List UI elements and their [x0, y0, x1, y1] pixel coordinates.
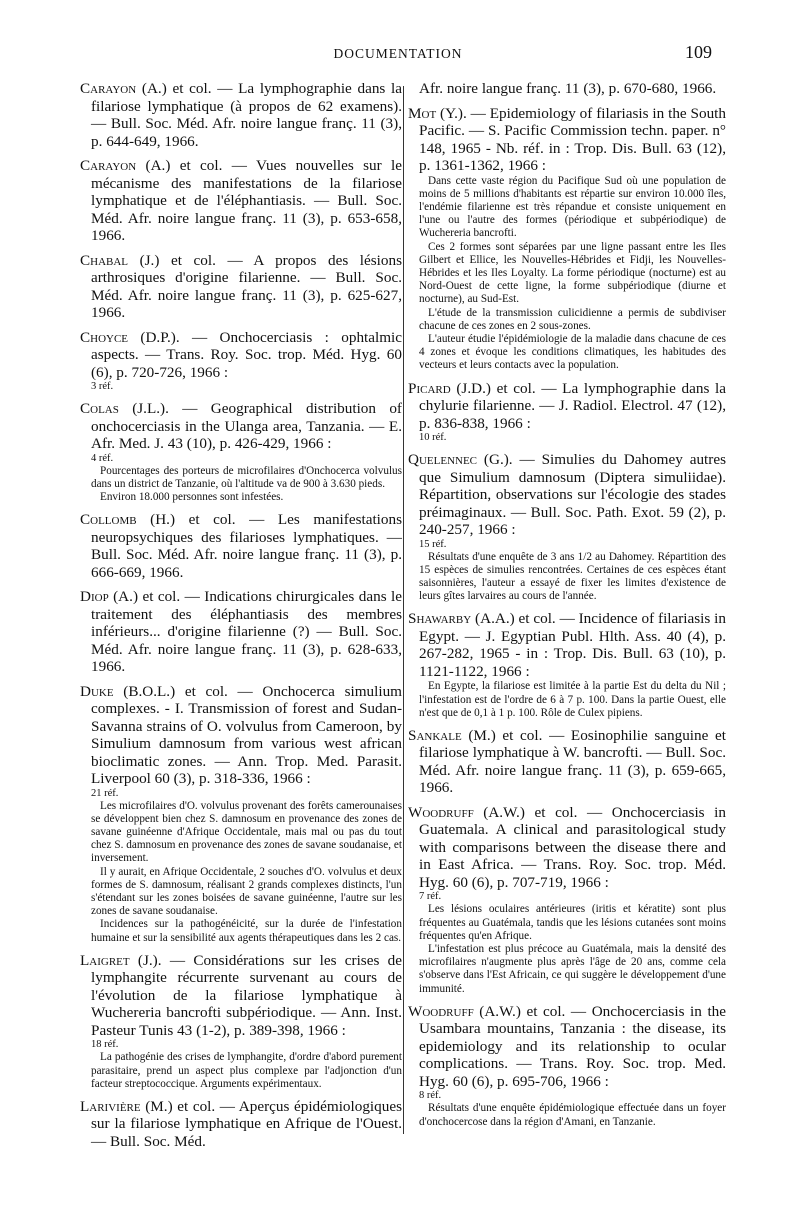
entry-author: Picard (J.D.) — [408, 379, 491, 397]
entry-author: Collomb (H.) — [80, 511, 176, 529]
bibliography-entry — [80, 252, 402, 322]
reference-count: 3 réf. — [91, 381, 114, 392]
abstract-paragraph: Dans cette vaste région du Pacifique Sud où une population de moins de 5 millions d'habitants est répartie sur environ 10.000 îles, l'endémie filarienne est très répandue et consiste uniquement en l'une ou l'autre des formes (périodique et subpériodique) de Wuchereria bancrofti. — [419, 174, 726, 240]
bibliography-entry — [408, 105, 726, 373]
abstract-paragraph: Les microfilaires d'O. volvulus provenant des forêts camerounaises se développent bien chez S. damnosum en provenance des zones de savane guinéenne d'Afrique Occidentale, mais mal ou pas du tout chez S. damnosum en provenance des zones de savane soudanaise, et inversement. — [91, 799, 402, 865]
bibliography-entry — [80, 400, 402, 504]
entry-author: Carayon (A.) — [80, 157, 171, 174]
entry-author: Diop (A.) — [80, 588, 139, 606]
reference-count: 10 réf. — [419, 432, 447, 444]
abstract-paragraph: La pathogénie des crises de lymphangite, d'ordre d'abord purement parasitaire, prend un aspect plus complexe par l'adjonction d'un facteur streptococcique. Arguments expérimentaux. — [91, 1051, 402, 1090]
entry-citation: et col. — Onchocerciasis in Guatemala. A clinical and parasitological study with comparisons between the disease there and in East Africa. — Trans. Roy. Soc. trop. Méd. Hyg. 60 (6), p. 707-719, 1966 : — [419, 803, 726, 891]
bibliography-entry — [80, 511, 402, 581]
abstract-paragraph: L'infestation est plus précoce au Guatémala, mais la densité des microfilaires n'augmente plus après l'âge de 20 ans, comme cela s'observe dans l'Est Africain, ce qui suggère le développement d'une immunité. — [419, 943, 726, 995]
abstract-paragraph: Il y aurait, en Afrique Occidentale, 2 souches d'O. volvulus et deux formes de S. damnosum, réalisant 2 grands complexes distincts, l'un s'étendant sur les zones boisées de savane guinéenne, l'autre sur les zones de savane soudanaise. — [91, 865, 402, 918]
bibliography-entry — [408, 727, 726, 797]
entry-citation: Afr. noire langue franç. 11 (3), p. 670-680, 1966. — [419, 80, 717, 97]
entry-author: Mot (Y.). — [408, 104, 467, 122]
entry-citation: — Considérations sur les crises de lymphangite récurrente survenant au cours de l'évolution de la filariose lymphatique à Wuchereria bancrofti subpériodique. — Ann. Inst. Pasteur Tunis 43 (1-2), p. 389-398, 1966 : — [91, 951, 402, 1039]
right-column — [408, 80, 726, 1136]
reference-count: 18 réf. — [91, 1039, 119, 1051]
bibliography-entry — [80, 157, 402, 245]
entry-citation: — Epidemiology of filariasis in the South Pacific. — S. Pacific Commission techn. paper. n° 148, 1965 - Nb. réf. in : Trop. Dis. Bull. 63 (12), p. 1361-1362, 1966 : — [419, 104, 726, 174]
bibliography-entry — [408, 610, 726, 720]
entry-citation: et col. — Vues nouvelles sur le mécanisme des manifestations de la filariose lymphatique et de l'éléphantiasis. — Bull. Soc. Méd. Afr. noire langue franç. 11 (3), p. 653-658, 1966. — [91, 157, 402, 244]
bibliography-entry — [80, 1098, 402, 1151]
entry-author: Choyce (D.P.). — [80, 328, 180, 346]
entry-citation: et col. — Onchocerca simulium complexes. - I. Transmission of forest and Sudan-Savanna strains of O. volvulus from Cameroon, by Simulium damnosum from various west african bioclimatic zones. — Ann. Trop. Med. Parasit. Liverpool 60 (3), p. 318-336, 1966 : — [91, 682, 402, 788]
entry-citation: et col. — A propos des lésions arthrosiques d'origine filarienne. — Bull. Soc. Méd. Afr. noire langue franç. 11 (3), p. 625-627, 1966. — [91, 251, 402, 321]
entry-author: Chabal (J.) — [80, 251, 160, 269]
abstract-paragraph: L'étude de la transmission culicidienne a permis de subdiviser chacune de ces zones en 2 sous-zones. — [419, 306, 726, 332]
entry-author: Larivière (M.) — [80, 1097, 173, 1115]
entry-citation: et col. — Aperçus épidémiologiques sur la filariose lymphatique en Afrique de l'Ouest. — Bull. Soc. Méd. — [91, 1097, 402, 1150]
abstract-paragraph: Environ 18.000 personnes sont infestées. — [100, 490, 284, 503]
entry-citation: et col. — Indications chirurgicales dans le traitement des éléphantiasis des membres inférieurs... d'origine filarienne (?) — Bull. Soc. Méd. Afr. noire langue franç. 11 (3), p. 628-633, 1966. — [91, 588, 403, 676]
entry-citation: et col. — Eosinophilie sanguine et filariose lymphatique à W. bancrofti. — Bull. Soc. Méd. Afr. noire langue franç. 11 (3), p. 659-665, 1966. — [419, 726, 726, 797]
reference-count: 7 réf. — [419, 891, 442, 903]
reference-count: 15 réf. — [419, 538, 447, 550]
bibliography-entry-continued — [408, 80, 726, 98]
bibliography-entry — [408, 451, 726, 603]
column-divider — [403, 86, 404, 1134]
abstract-paragraph: Ces 2 formes sont séparées par une ligne passant entre les Iles Gilbert et Ellice, les Nouvelles-Hébrides et Fidji, les Nouvelles-Hébrides et les Iles Loyalty. La forme périodique (nocturne) est au Nord-Ouest de cette ligne, la forme subpériodique (diurne et nocturne), au Sud-Est. — [419, 240, 726, 306]
entry-author: Quelennec (G.). — [408, 451, 513, 469]
entry-citation: et col. — La lymphographie dans la chylurie filarienne. — J. Radiol. Electrol. 47 (12), p. 836-838, 1966 : — [419, 379, 727, 432]
entry-author: Duke (B.O.L.) — [80, 682, 176, 700]
bibliography-entry — [408, 1003, 726, 1129]
reference-count: 21 réf. — [91, 787, 119, 799]
entry-citation: et col. — Onchocerciasis in the Usambara mountains, Tanzania : the disease, its epidemiology and its relationship to ocular complications. — Trans. Roy. Soc. trop. Med. Hyg. 60 (6), p. 695-706, 1966 : — [419, 1002, 726, 1090]
page-number: 109 — [685, 42, 712, 62]
abstract-paragraph: Pourcentages des porteurs de microfilaires d'Onchocerca volvulus dans un district de Tanzanie, où l'altitude va de 900 à 3.630 pieds. — [91, 464, 402, 490]
running-title: DOCUMENTATION — [333, 46, 463, 61]
bibliography-entry — [408, 804, 726, 996]
entry-citation: et col. — Les manifestations neuropsychiques des filarioses lymphatiques. — Bull. Soc. Méd. Afr. noire langue franç. 11 (3), p. 666-669, 1966. — [91, 511, 402, 581]
entry-author: Shawarby (A.A.) — [408, 610, 515, 628]
abstract-paragraph: Résultats d'une enquête de 3 ans 1/2 au Dahomey. Répartition des 15 espèces de simulies rencontrées. Certaines de ces espèces étant saisonnières, l'auteur a essayé de fixer les limites d'existence de leurs gîtes larvaires au cours de l'année. — [419, 550, 726, 603]
abstract-paragraph: Incidences sur la pathogénéicité, sur la durée de l'infestation humaine et sur la sensibilité aux agents thérapeutiques dans les 2 cas. — [91, 918, 402, 944]
page-header — [76, 42, 720, 64]
entry-author: Carayon (A.) — [80, 80, 167, 97]
entry-citation: — Simulies du Dahomey autres que Simulium damnosum (Diptera simuliidae). Répartition, observations sur l'écologie des stades préimaginaux. — Bull. Soc. Path. Exot. 59 (2), p. 240-257, 1966 : — [419, 451, 726, 539]
entry-citation: — Onchocerciasis : ophtalmic aspects. — Trans. Roy. Soc. trop. Méd. Hyg. 60 (6), p. 720-726, 1966 : — [91, 328, 402, 381]
bibliography-entry — [408, 380, 726, 445]
abstract-paragraph: Résultats d'une enquête épidémiologique effectuée dans un foyer d'onchocercose dans la région d'Amani, en Tanzanie. — [419, 1102, 726, 1128]
reference-count: 4 réf. — [91, 452, 114, 464]
entry-citation: et col. — Incidence of filariasis in Egypt. — J. Egyptian Publ. Hlth. Ass. 40 (4), p. 267-282, 1965 - in : Trop. Dis. Bull. 63 (10), p. 1121-1122, 1966 : — [419, 610, 726, 680]
abstract-paragraph: Les lésions oculaires antérieures (iritis et kératite) sont plus fréquentes au Guatémala, tandis que les lésions cutanées sont moins fréquentes qu'en Afrique. — [419, 903, 726, 942]
entry-author: Sankale (M.) — [408, 726, 496, 744]
entry-author: Colas (J.L.). — [80, 400, 169, 417]
left-column — [80, 80, 402, 1157]
reference-count: 8 réf. — [419, 1090, 442, 1102]
bibliography-entry — [80, 329, 402, 394]
abstract-paragraph: L'auteur étudie l'épidémiologie de la maladie dans chacune de ces 4 zones et évoque les conditions climatiques, les habitudes des vecteurs et leurs contacts avec la population. — [419, 332, 726, 372]
entry-citation: et col. — La lymphographie dans la filariose lymphatique (à propos de 62 examens). — Bull. Soc. Méd. Afr. noire langue franç. 11 (3), p. 644-649, 1966. — [91, 80, 402, 150]
entry-author: Laigret (J.). — [80, 951, 162, 969]
abstract-paragraph: En Egypte, la filariose est limitée à la partie Est du delta du Nil ; l'infestation est de l'ordre de 6 à 7 p. 100. Dans la partie Ouest, elle n'est que de 0,1 à 1 p. 100. Rôle de Culex pipiens. — [419, 680, 726, 719]
entry-author: Woodruff (A.W.) — [408, 803, 525, 821]
entry-author: Woodruff (A.W.) — [408, 1002, 521, 1020]
bibliography-entry — [80, 80, 402, 150]
bibliography-entry — [80, 683, 402, 945]
entry-citation: — Geographical distribution of onchocerciasis in the Ulanga area, Tanzania. — E. Afr. Med. J. 43 (10), p. 426-429, 1966 : — [91, 400, 402, 452]
bibliography-entry — [80, 588, 402, 676]
bibliography-entry — [80, 952, 402, 1091]
